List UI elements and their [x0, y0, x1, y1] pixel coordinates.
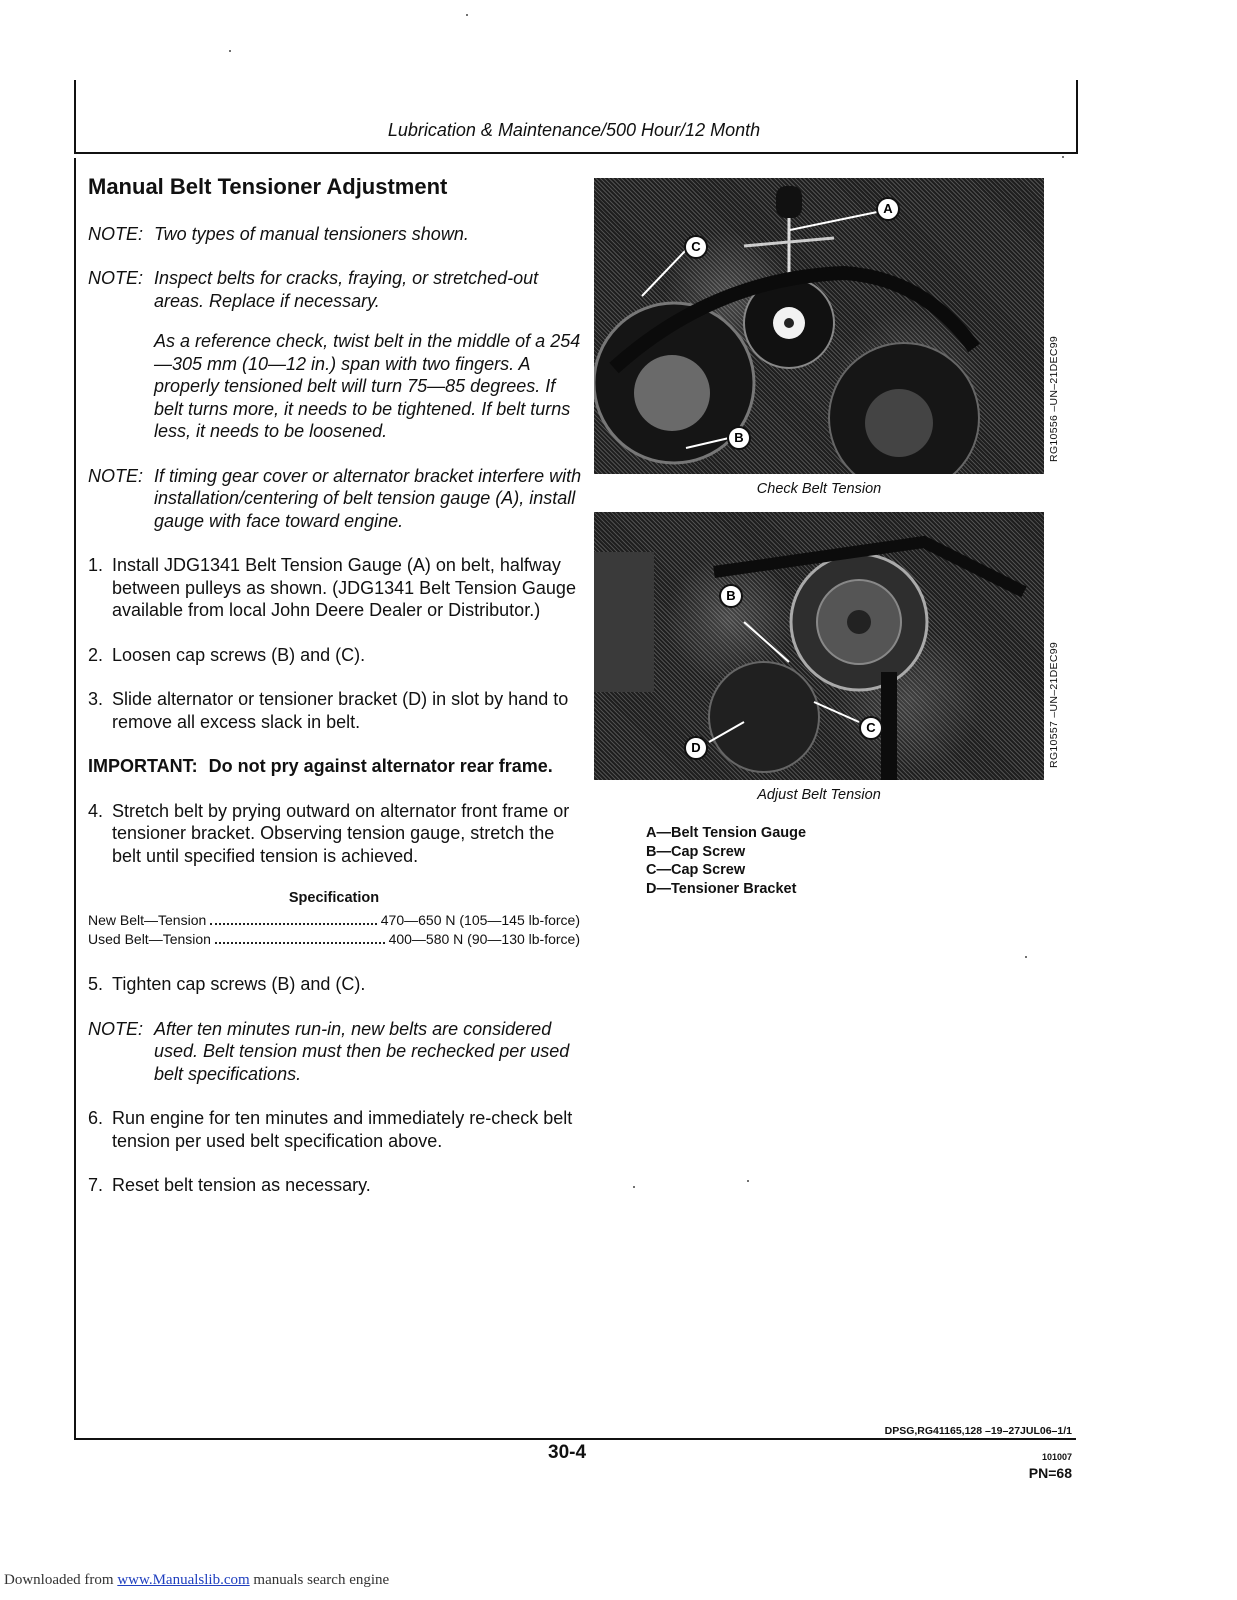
- spec-leader-dots: [210, 923, 376, 925]
- spec-row-new-belt: [88, 911, 580, 930]
- callout-a: A: [876, 197, 900, 221]
- step-number: 6.: [88, 1108, 104, 1128]
- note-label: NOTE:: [88, 268, 144, 288]
- note-run-in: [88, 1018, 588, 1086]
- specification-block: [88, 889, 580, 949]
- step-text: Install JDG1341 Belt Tension Gauge (A) on belt, halfway between pulleys as shown. (JDG1341 Belt Tension Gauge available from local John Deere Dealer or Distributor.): [112, 555, 576, 620]
- step-5: [88, 973, 588, 996]
- step-text: Tighten cap screws (B) and (C).: [112, 974, 366, 994]
- note-reference-check: As a reference check, twist belt in the middle of a 254—305 mm (10—12 in.) span with two fingers. A properly tensioned belt will turn 75—85 degrees. If belt turns more, it needs to be tightened. If belt turns less, it needs to be loosened.: [154, 331, 581, 441]
- figure-caption: Adjust Belt Tension: [757, 787, 881, 803]
- step-4: [88, 800, 588, 868]
- note-label: NOTE:: [88, 1018, 144, 1039]
- step-number: 7.: [88, 1175, 104, 1195]
- download-prefix: Downloaded from: [4, 1572, 118, 1588]
- step-text: Run engine for ten minutes and immediately re-check belt tension per used belt specification above.: [112, 1108, 573, 1151]
- figure-id: RG10557 –UN–21DEC99: [1048, 642, 1060, 768]
- note-text: If timing gear cover or alternator bracket interfere with installation/centering of belt tension gauge (A), install gauge with face toward engine.: [154, 465, 582, 531]
- step-1: [88, 554, 588, 622]
- spec-value: 400—580 N (90—130 lb-force): [388, 931, 580, 947]
- step-number: 5.: [88, 974, 104, 994]
- step-number: 2.: [88, 644, 104, 665]
- note-label: NOTE:: [88, 223, 144, 244]
- important-text: Do not pry against alternator rear frame.: [208, 756, 553, 776]
- callout-b: B: [719, 584, 743, 608]
- manualslib-link[interactable]: www.Manualslib.com: [117, 1572, 250, 1588]
- spec-label: Used Belt—Tension: [88, 931, 211, 947]
- step-text: Stretch belt by prying outward on alternator front frame or tensioner bracket. Observing tension gauge, stretch the belt until specified tension is achieved.: [112, 800, 570, 866]
- step-number: 3.: [88, 689, 104, 709]
- photo-detail: [594, 512, 1044, 780]
- page-number: 30-4: [548, 1442, 587, 1463]
- spec-row-used-belt: [88, 930, 580, 949]
- step-text: Slide alternator or tensioner bracket (D) in slot by hand to remove all excess slack in belt.: [112, 689, 569, 732]
- note-text: After ten minutes run-in, new belts are considered used. Belt tension must then be rechecked per used belt specifications.: [154, 1018, 570, 1084]
- scan-speck: [747, 1180, 749, 1182]
- spec-label: New Belt—Tension: [88, 912, 207, 928]
- important-label: IMPORTANT:: [88, 756, 198, 776]
- photo-check-belt-tension: [594, 178, 1044, 474]
- figure-caption: Check Belt Tension: [756, 481, 882, 497]
- callout-d: D: [684, 736, 708, 760]
- scan-speck: [466, 14, 468, 16]
- step-text: Reset belt tension as necessary.: [112, 1175, 371, 1195]
- photo-adjust-belt-tension: [594, 512, 1044, 780]
- procedure-column: [88, 176, 588, 1219]
- legend-item: D—Tensioner Bracket: [646, 880, 797, 897]
- important-notice: [88, 755, 588, 778]
- legend-item: B—Cap Screw: [646, 843, 746, 860]
- spec-leader-dots: [215, 942, 385, 944]
- step-number: 4.: [88, 800, 104, 821]
- step-7: [88, 1174, 588, 1197]
- scan-speck: [1025, 956, 1027, 958]
- note-tensioner-types: [88, 223, 588, 246]
- note-label: NOTE:: [88, 465, 144, 486]
- download-credit: [4, 1572, 389, 1589]
- step-number: 1.: [88, 555, 104, 575]
- scan-speck: [229, 50, 231, 52]
- figure-legend: [646, 824, 806, 898]
- step-text: Loosen cap screws (B) and (C).: [112, 644, 366, 665]
- photo-detail: [594, 178, 1044, 474]
- note-inspect-belts: [88, 267, 588, 312]
- spec-value: 470—650 N (105—145 lb-force): [380, 912, 580, 928]
- callout-c: C: [684, 235, 708, 259]
- step-6: [88, 1107, 588, 1152]
- running-head: Lubrication & Maintenance/500 Hour/12 Month: [387, 120, 761, 140]
- scan-speck: [1062, 156, 1064, 158]
- document-reference: DPSG,RG41165,128 –19–27JUL06–1/1: [884, 1425, 1072, 1437]
- scan-speck: [633, 1186, 635, 1188]
- section-title: Manual Belt Tensioner Adjustment: [88, 174, 448, 199]
- specification-title: Specification: [288, 890, 380, 906]
- callout-b: B: [727, 426, 751, 450]
- header-frame: [74, 80, 1078, 154]
- figure-id: RG10556 –UN–21DEC99: [1048, 336, 1060, 462]
- note-text: Two types of manual tensioners shown.: [154, 223, 469, 244]
- step-2: [88, 644, 588, 667]
- note-text: Inspect belts for cracks, fraying, or stretched-out areas. Replace if necessary.: [154, 268, 539, 311]
- legend-item: A—Belt Tension Gauge: [646, 825, 807, 841]
- callout-c: C: [859, 716, 883, 740]
- legend-item: C—Cap Screw: [646, 862, 746, 878]
- date-code: 101007: [1041, 1452, 1072, 1462]
- download-suffix: manuals search engine: [249, 1572, 390, 1588]
- pn-number: PN=68: [1028, 1465, 1072, 1481]
- note-gauge-install: [88, 465, 588, 533]
- step-3: [88, 688, 588, 733]
